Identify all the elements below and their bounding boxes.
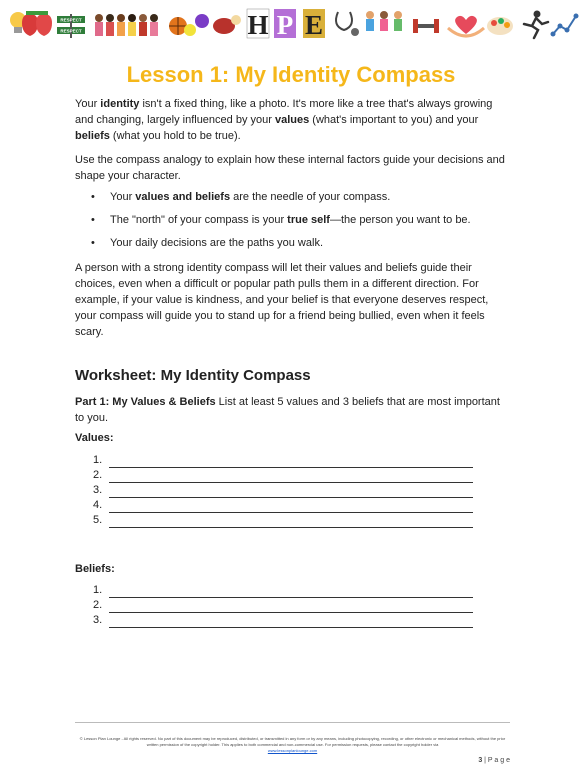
beliefs-line-2[interactable]: 2. — [93, 599, 473, 613]
strong-compass-paragraph: A person with a strong identity compass will let their values and beliefs guide their choices, even when a difficult or popular path pulls them in a different direction. For example, if your value is kindness, and your belief is that everyone deserves respect, your compass will guide you to stand up for a friend being bullied, even when it feels scary. — [75, 262, 489, 338]
kids-playing-icon — [366, 11, 402, 31]
hpe-letters — [247, 9, 325, 40]
values-line-1[interactable]: 1. — [93, 454, 473, 468]
network-icon — [551, 14, 579, 37]
page-title: Lesson 1: My Identity Compass — [126, 62, 456, 87]
bullet-paths: • Your daily decisions are the paths you walk. — [93, 235, 513, 251]
bullet-needle: • Your values and beliefs are the needle of your compass. — [93, 189, 513, 205]
beliefs-label: Beliefs: — [75, 563, 115, 575]
sports-balls-icon — [169, 14, 209, 36]
heart-hands-icon — [448, 16, 484, 36]
footer-link[interactable]: www.lessonplanlounge.com — [267, 748, 318, 753]
values-line-2[interactable]: 2. — [93, 469, 473, 483]
page-number: 3 | P a g e — [478, 757, 510, 764]
respect-sign-top: RESPECT — [60, 17, 82, 23]
stethoscope-icon — [336, 12, 359, 36]
respect-sign-bottom: RESPECT — [60, 28, 82, 34]
letter-p: P — [276, 10, 294, 40]
beliefs-line-1[interactable]: 1. — [93, 584, 473, 598]
respect-sign-icon — [57, 14, 85, 38]
part1-instructions: Part 1: My Values & Beliefs List at least 5 values and 3 beliefs that are most important to you. — [75, 396, 500, 424]
dumbbell-icon — [413, 19, 439, 33]
intro-paragraph: Your identity isn't a fixed thing, like a photo. It's more like a tree that's always growing and changing, largely influenced by your values (what's important to you) and your beliefs (what you hold to be true). — [75, 98, 493, 142]
values-label: Values: — [75, 432, 114, 444]
footer-copyright: © Lesson Plan Lounge - All rights reserved. No part of this document may be reproduced, distributed, or transmitted in any form or by any means, including photocopying, recording, or other electronic or mechanical methods, without the prior written permission of the copyright holder. This applies to both commercial and non-commercial use. For permission requests, please contact the copyright holder via www.lessonplanlounge.com — [79, 736, 506, 753]
bullet-north: • The "north" of your compass is your true self—the person you want to be. — [93, 212, 513, 228]
footer-divider — [75, 722, 510, 723]
letter-e: E — [304, 10, 324, 40]
values-line-4[interactable]: 4. — [93, 499, 473, 513]
runner-icon — [524, 11, 548, 39]
values-line-5[interactable]: 5. — [93, 514, 473, 528]
letter-h: H — [247, 10, 269, 40]
analogy-paragraph: Use the compass analogy to explain how these internal factors guide your decisions and shape your character. — [75, 154, 505, 182]
beliefs-line-3[interactable]: 3. — [93, 614, 473, 628]
food-bowl-icon — [487, 17, 513, 35]
header-banner — [0, 6, 582, 40]
food-icon — [213, 15, 241, 34]
people-group-icon — [95, 14, 158, 36]
values-line-3[interactable]: 3. — [93, 484, 473, 498]
worksheet-heading: Worksheet: My Identity Compass — [75, 367, 311, 384]
strawberry-icon — [22, 11, 52, 36]
